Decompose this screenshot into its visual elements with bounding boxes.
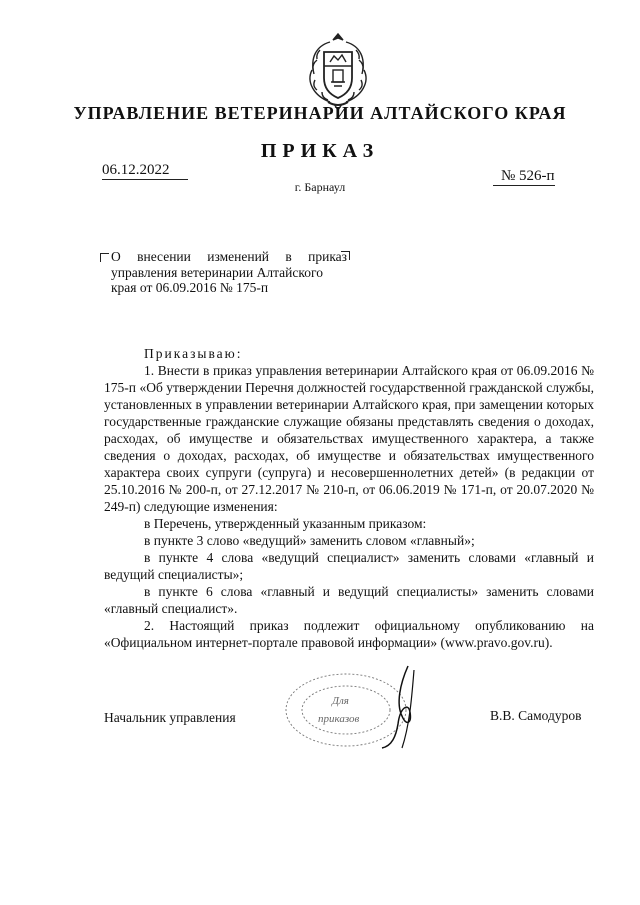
paragraph-item-1: 1. Внести в приказ управления ветеринарии Алтайского края от 06.09.2016 № 175-п «Об утверждении Перечня должностей государственной гражданской службы, установленных в управлении ветеринарии Алтайского края, при замещении которых государственные гражданские служащие обязаны представлять сведения о доходах, расходах, об имуществе и обязательствах имущественного характера, а также сведения о доходах, расходах, об имуществе и обязательствах имущественного характера своих супруги (супруга) и несовершеннолетних детей» (в редакции от 25.10.2016 № 200-п, от 27.12.2017 № 210-п, от 06.06.2019 № 171-п, от 20.07.2020 № 249-п) следующие изменения:	[104, 363, 594, 514]
paragraph-sub-a: в пункте 3 слово «ведущий» заменить словом «главный»;	[144, 533, 475, 548]
paragraph-item-2: 2. Настоящий приказ подлежит официальному опубликованию на «Официальном интернет-портале правовой информации» (www.pravo.gov.ru).	[104, 618, 594, 650]
document-type: ПРИКАЗ	[260, 140, 380, 162]
document-body	[104, 345, 594, 651]
subject-line: управления ветеринарии Алтайского	[111, 264, 323, 280]
paragraph-sub-b: в пункте 4 слова «ведущий специалист» заменить словами «главный и ведущий специалисты»;	[104, 550, 594, 582]
paragraph-sub-c: в пункте 6 слова «главный и ведущий специалисты» заменить словами «главный специалист».	[104, 584, 594, 616]
stamp-signature-icon	[272, 664, 432, 750]
signer-name: В.В. Самодуров	[490, 708, 582, 723]
svg-text:Для: Для	[332, 695, 349, 707]
altai-krai-coat-of-arms-icon	[300, 30, 376, 112]
organization-title: УПРАВЛЕНИЕ ВЕТЕРИНАРИИ АЛТАЙСКОГО КРАЯ	[73, 103, 567, 123]
document-city: г. Барнаул	[294, 180, 346, 194]
signer-title: Начальник управления	[104, 710, 236, 725]
subject-line: О внесении изменений в приказ	[111, 249, 347, 264]
svg-text:приказов: приказов	[318, 713, 360, 725]
subject-line: края от 06.09.2016 № 175-п	[111, 280, 269, 295]
order-word: Приказываю:	[144, 346, 243, 361]
document-subject	[103, 249, 353, 296]
document-date: 06.12.2022	[102, 161, 188, 180]
paragraph-sub-intro: в Перечень, утвержденный указанным приказом:	[144, 516, 427, 531]
document-number: № 526-п	[493, 167, 555, 186]
